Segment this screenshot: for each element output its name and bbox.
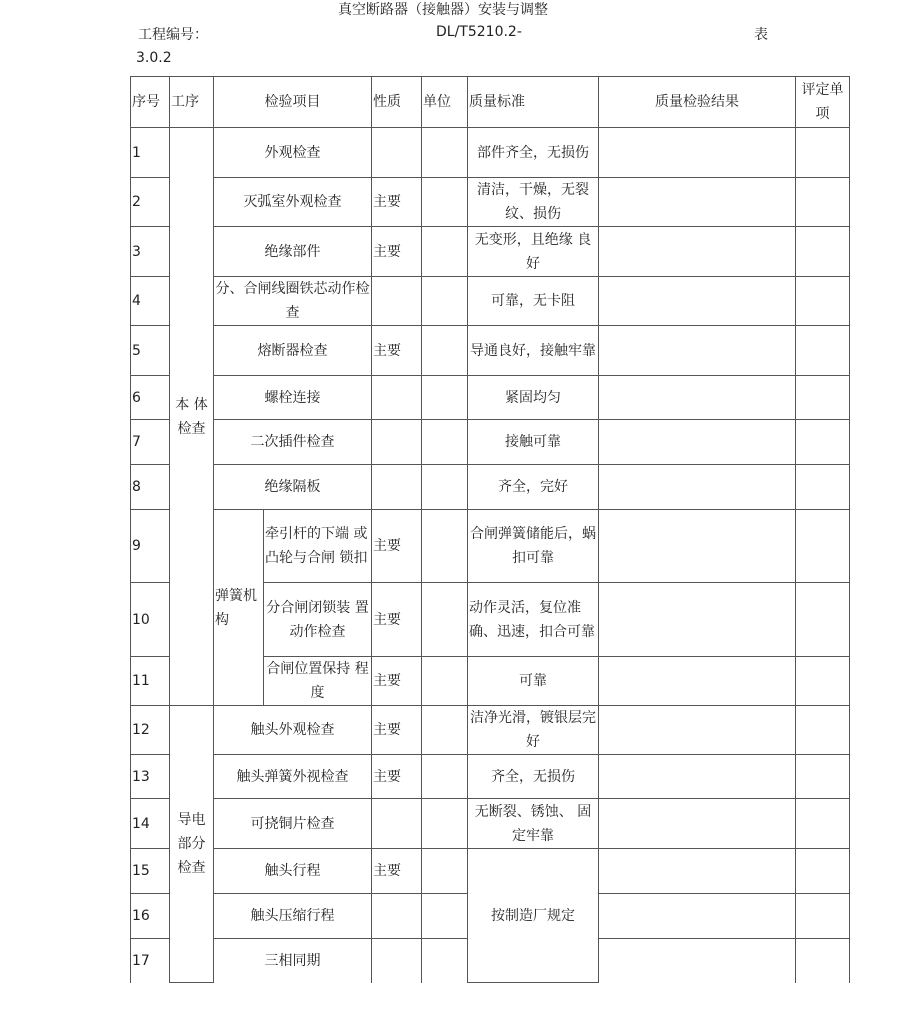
row-nature	[372, 420, 422, 465]
row-standard: 接触可靠	[468, 420, 599, 465]
row-result[interactable]	[599, 178, 796, 227]
row-nature	[372, 376, 422, 420]
row-no: 2	[131, 178, 170, 227]
row-item: 触头压缩行程	[214, 894, 372, 939]
row-rating[interactable]	[796, 849, 850, 894]
row-unit	[422, 755, 468, 799]
row-rating[interactable]	[796, 939, 850, 983]
table-row	[131, 706, 850, 755]
row-item: 触头外观检查	[214, 706, 372, 755]
row-nature	[372, 894, 422, 939]
row-item: 绝缘部件	[214, 227, 372, 277]
row-standard: 洁净光滑，镀银层完好	[468, 706, 599, 755]
row-result[interactable]	[599, 376, 796, 420]
row-unit	[422, 128, 468, 178]
table-row	[131, 128, 850, 178]
group-spring-mechanism: 弹簧机构	[214, 510, 264, 706]
row-result[interactable]	[599, 755, 796, 799]
inspection-table	[130, 76, 850, 983]
row-no: 4	[131, 277, 170, 326]
row-nature	[372, 939, 422, 983]
row-item: 螺栓连接	[214, 376, 372, 420]
row-item: 牵引杆的下端 或凸轮与合闸 锁扣	[264, 510, 372, 583]
row-item: 外观检查	[214, 128, 372, 178]
row-result[interactable]	[599, 420, 796, 465]
row-result[interactable]	[599, 939, 796, 983]
row-item: 触头行程	[214, 849, 372, 894]
table-label: 表	[754, 27, 768, 43]
row-nature: 主要	[372, 227, 422, 277]
table-row	[131, 510, 850, 583]
row-rating[interactable]	[796, 755, 850, 799]
row-unit	[422, 939, 468, 983]
table-row	[131, 376, 850, 420]
row-standard: 合闸弹簧储能后，蜗扣可靠	[468, 510, 599, 583]
header-result: 质量检验结果	[599, 77, 796, 128]
row-unit	[422, 657, 468, 706]
table-row	[131, 799, 850, 849]
row-standard: 无断裂、锈蚀、 固定牢靠	[468, 799, 599, 849]
row-result[interactable]	[599, 706, 796, 755]
row-standard: 部件齐全，无损伤	[468, 128, 599, 178]
row-no: 3	[131, 227, 170, 277]
table-row	[131, 420, 850, 465]
row-rating[interactable]	[796, 465, 850, 510]
header-seq: 序号	[131, 77, 170, 128]
row-rating[interactable]	[796, 510, 850, 583]
row-item: 三相同期	[214, 939, 372, 983]
row-nature: 主要	[372, 755, 422, 799]
row-unit	[422, 799, 468, 849]
row-no: 5	[131, 326, 170, 376]
row-rating[interactable]	[796, 583, 850, 657]
row-nature	[372, 128, 422, 178]
table-row	[131, 227, 850, 277]
row-nature: 主要	[372, 510, 422, 583]
row-standard: 导通良好，接触牢靠	[468, 326, 599, 376]
row-result[interactable]	[599, 849, 796, 894]
row-standard: 动作灵活，复位准确、迅速，扣合可靠	[468, 583, 599, 657]
header-process: 工序	[170, 77, 214, 128]
header-rating: 评定单项	[796, 77, 850, 128]
row-standard: 齐全，完好	[468, 465, 599, 510]
table-number: 3.0.2	[136, 50, 172, 66]
row-result[interactable]	[599, 128, 796, 178]
document-title: 真空断路器（接触器）安装与调整	[338, 2, 548, 18]
row-no: 15	[131, 849, 170, 894]
row-standard: 按制造厂规定	[468, 849, 599, 983]
row-standard: 无变形，且绝缘 良好	[468, 227, 599, 277]
row-rating[interactable]	[796, 799, 850, 849]
row-rating[interactable]	[796, 894, 850, 939]
row-rating[interactable]	[796, 657, 850, 706]
table-row	[131, 465, 850, 510]
row-result[interactable]	[599, 657, 796, 706]
row-no: 11	[131, 657, 170, 706]
row-result[interactable]	[599, 465, 796, 510]
row-no: 14	[131, 799, 170, 849]
header-nature: 性质	[372, 77, 422, 128]
header-standard: 质量标准	[468, 77, 599, 128]
row-no: 1	[131, 128, 170, 178]
row-unit	[422, 510, 468, 583]
row-no: 12	[131, 706, 170, 755]
row-item: 分合闸闭锁装 置动作检查	[264, 583, 372, 657]
table-row	[131, 277, 850, 326]
table-row	[131, 178, 850, 227]
row-nature: 主要	[372, 583, 422, 657]
row-nature: 主要	[372, 849, 422, 894]
header-unit: 单位	[422, 77, 468, 128]
row-standard: 可靠，无卡阻	[468, 277, 599, 326]
row-standard: 清洁，干燥，无裂纹、损伤	[468, 178, 599, 227]
row-item: 触头弹簧外视检查	[214, 755, 372, 799]
row-rating[interactable]	[796, 178, 850, 227]
header-item: 检验项目	[214, 77, 372, 128]
row-rating[interactable]	[796, 376, 850, 420]
row-nature	[372, 799, 422, 849]
row-result[interactable]	[599, 227, 796, 277]
row-result[interactable]	[599, 277, 796, 326]
row-no: 10	[131, 583, 170, 657]
group-body-check: 本 体检查	[170, 128, 214, 706]
row-rating[interactable]	[796, 277, 850, 326]
row-item: 绝缘隔板	[214, 465, 372, 510]
row-rating[interactable]	[796, 706, 850, 755]
row-rating[interactable]	[796, 420, 850, 465]
row-no: 9	[131, 510, 170, 583]
row-nature	[372, 277, 422, 326]
table-row	[131, 849, 850, 894]
row-rating[interactable]	[796, 227, 850, 277]
row-unit	[422, 326, 468, 376]
row-item: 分、合闸线圈铁芯动作检查	[214, 277, 372, 326]
row-nature: 主要	[372, 706, 422, 755]
project-number-label: 工程编号：	[138, 27, 208, 43]
row-rating[interactable]	[796, 128, 850, 178]
row-standard: 齐全，无损伤	[468, 755, 599, 799]
row-unit	[422, 277, 468, 326]
standard-code: DL/T5210.2-	[436, 24, 522, 40]
table-row	[131, 755, 850, 799]
row-no: 13	[131, 755, 170, 799]
row-unit	[422, 465, 468, 510]
row-no: 16	[131, 894, 170, 939]
row-unit	[422, 227, 468, 277]
row-no: 17	[131, 939, 170, 983]
row-rating[interactable]	[796, 326, 850, 376]
table-header-row	[131, 77, 850, 128]
row-item: 灭弧室外观检查	[214, 178, 372, 227]
row-unit	[422, 376, 468, 420]
row-item: 熔断器检查	[214, 326, 372, 376]
row-no: 8	[131, 465, 170, 510]
row-result[interactable]	[599, 326, 796, 376]
row-result[interactable]	[599, 510, 796, 583]
row-nature	[372, 465, 422, 510]
row-item: 合闸位置保持 程度	[264, 657, 372, 706]
row-standard: 紧固均匀	[468, 376, 599, 420]
row-unit	[422, 849, 468, 894]
row-result[interactable]	[599, 894, 796, 939]
row-unit	[422, 420, 468, 465]
row-item: 可挠铜片检查	[214, 799, 372, 849]
group-conductive-check: 导电部分检查	[170, 706, 214, 983]
row-unit	[422, 178, 468, 227]
row-result[interactable]	[599, 583, 796, 657]
row-nature: 主要	[372, 657, 422, 706]
row-item: 二次插件检查	[214, 420, 372, 465]
row-no: 7	[131, 420, 170, 465]
row-nature: 主要	[372, 178, 422, 227]
row-standard: 可靠	[468, 657, 599, 706]
row-unit	[422, 706, 468, 755]
row-unit	[422, 894, 468, 939]
row-nature: 主要	[372, 326, 422, 376]
row-result[interactable]	[599, 799, 796, 849]
row-no: 6	[131, 376, 170, 420]
table-row	[131, 326, 850, 376]
row-unit	[422, 583, 468, 657]
